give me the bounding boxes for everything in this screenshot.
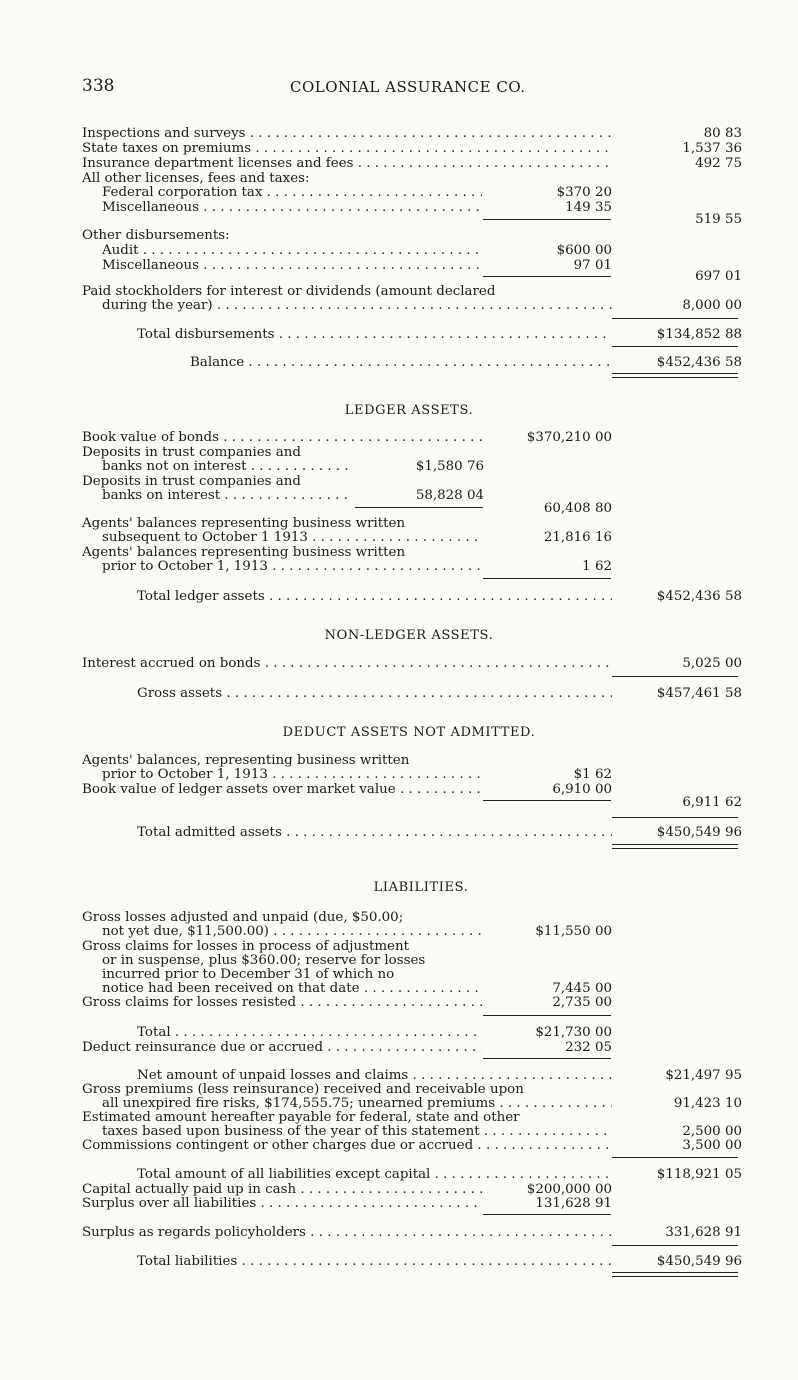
liabilities-row-reinsurance: Deduct reinsurance due or accrued . . . 232 05 xyxy=(82,1040,742,1056)
ledger-row-agents2-line2: prior to October 1, 1913 . . . 1 62 xyxy=(82,559,742,575)
deduct-row-book-value: Book value of ledger assets over market value . . . 6,910 00 xyxy=(82,782,742,798)
liabilities-row-losses-line2: not yet due, $11,500.00) . . . $11,550 00 xyxy=(82,924,742,940)
section-title-liabilities: LIABILITIES. xyxy=(373,880,469,895)
ledger-row-dep1-line1: Deposits in trust companies and xyxy=(82,445,301,460)
disbursement-licenses-total: 519 55 xyxy=(695,212,742,227)
rule xyxy=(612,1157,738,1158)
liabilities-row-except-capital: Total amount of all liabilities except capital . . . $118,921 05 xyxy=(82,1167,742,1183)
rule xyxy=(612,676,738,677)
liabilities-row-taxes-line2: taxes based upon business of the year of this statement . . . 2,500 00 xyxy=(82,1124,742,1140)
ledger-total: Total ledger assets . . . $452,436 58 xyxy=(82,589,742,605)
deduct-subtotal: 6,911 62 xyxy=(682,795,742,810)
liabilities-row-losses-line1: Gross losses adjusted and unpaid (due, $50.00; xyxy=(82,910,404,925)
ledger-row-agents1-line1: Agents' balances representing business written xyxy=(82,516,406,531)
liabilities-row-taxes-line1: Estimated amount hereafter payable for federal, state and other xyxy=(82,1110,520,1125)
disbursement-row-federal-tax: Federal corporation tax . . . $370 20 xyxy=(82,185,742,201)
double-rule xyxy=(612,1272,738,1277)
deduct-row-agents-line2: prior to October 1, 1913 . . . $1 62 xyxy=(82,767,742,783)
ledger-row-dep2-line1: Deposits in trust companies and xyxy=(82,474,301,489)
liabilities-grand-total: Total liabilities . . . $450,549 96 xyxy=(82,1254,742,1270)
liabilities-row-claims-line3: incurred prior to December 31 of which no xyxy=(102,967,395,982)
disbursement-other-total: 697 01 xyxy=(695,269,742,284)
disbursement-row-dept-licenses: Insurance department licenses and fees . . . 492 75 xyxy=(82,156,742,172)
liabilities-row-resisted: Gross claims for losses resisted . . . 2,735 00 xyxy=(82,995,742,1011)
liabilities-row-premiums-line2: all unexpired fire risks, $174,555.75; unearned premiums . . . 91,423 10 xyxy=(82,1096,742,1112)
liabilities-row-claims-line4: notice had been received on that date . . . 7,445 00 xyxy=(82,981,742,997)
rule xyxy=(612,817,738,818)
section-title-ledger-assets: LEDGER ASSETS. xyxy=(344,403,474,418)
rule xyxy=(483,1058,611,1059)
disbursement-heading-other-licenses: All other licenses, fees and taxes: xyxy=(82,171,310,186)
disbursement-row-misc1: Miscellaneous . . . 149 35 xyxy=(82,200,742,216)
rule xyxy=(612,1245,738,1246)
rule xyxy=(483,578,611,579)
disbursement-row-inspections: Inspections and surveys . . . 80 83 xyxy=(82,126,742,142)
liabilities-row-claims-line1: Gross claims for losses in process of adjustment xyxy=(82,939,409,954)
rule xyxy=(612,346,738,347)
rule xyxy=(612,318,738,319)
disbursement-row-state-taxes: State taxes on premiums . . . 1,537 36 xyxy=(82,141,742,157)
deduct-total-admitted: Total admitted assets . . . $450,549 96 xyxy=(82,825,742,841)
ledger-row-dep1-line2: banks not on interest . . . $1,580 76 xyxy=(82,459,742,475)
liabilities-row-claims-line2: or in suspense, plus $360.00; reserve for losses xyxy=(102,953,426,968)
disbursement-total: Total disbursements . . . $134,852 88 xyxy=(82,327,742,343)
liabilities-row-net: Net amount of unpaid losses and claims . . . $21,497 95 xyxy=(82,1068,742,1084)
liabilities-row-total: Total . . . $21,730 00 xyxy=(82,1025,742,1041)
disbursement-heading-other: Other disbursements: xyxy=(82,228,230,243)
double-rule xyxy=(612,373,738,378)
section-title-deduct: DEDUCT ASSETS NOT ADMITTED. xyxy=(282,725,536,740)
non-ledger-gross-assets: Gross assets . . . $457,461 58 xyxy=(82,686,742,702)
disbursement-balance: Balance . . . $452,436 58 xyxy=(82,355,742,371)
non-ledger-row-interest: Interest accrued on bonds . . . 5,025 00 xyxy=(82,656,742,672)
section-title-non-ledger-assets: NON-LEDGER ASSETS. xyxy=(324,628,494,643)
deduct-row-agents-line1: Agents' balances, representing business written xyxy=(82,753,410,768)
liabilities-row-surplus-policyholders: Surplus as regards policyholders . . . 331,628 91 xyxy=(82,1225,742,1241)
liabilities-row-premiums-line1: Gross premiums (less reinsurance) received and receivable upon xyxy=(82,1082,524,1097)
disbursement-stockholders-line2: during the year) . . . 8,000 00 xyxy=(82,298,742,314)
liabilities-row-commissions: Commissions contingent or other charges due or accrued . . . 3,500 00 xyxy=(82,1138,742,1154)
rule xyxy=(483,1214,611,1215)
ledger-row-agents1-line2: subsequent to October 1 1913 . . . 21,816 16 xyxy=(82,530,742,546)
ledger-row-dep2-line2: banks on interest . . . 58,828 04 xyxy=(82,488,742,504)
ledger-row-agents2-line1: Agents' balances representing business written xyxy=(82,545,406,560)
disbursement-stockholders-line1: Paid stockholders for interest or dividends (amount declared xyxy=(82,284,496,299)
disbursement-row-audit: Audit . . . $600 00 xyxy=(82,243,742,259)
page-title: COLONIAL ASSURANCE CO. xyxy=(290,78,526,96)
disbursement-row-misc2: Miscellaneous . . . 97 01 xyxy=(82,258,742,274)
rule xyxy=(483,1015,611,1016)
page-number: 338 xyxy=(82,76,115,96)
ledger-row-bonds: Book value of bonds . . . $370,210 00 xyxy=(82,430,742,446)
ledger-deposits-total: 60,408 80 xyxy=(543,501,612,516)
double-rule xyxy=(612,844,738,849)
liabilities-row-capital: Capital actually paid up in cash . . . $200,000 00 xyxy=(82,1182,742,1198)
liabilities-row-surplus-over: Surplus over all liabilities . . . 131,628 91 xyxy=(82,1196,742,1212)
